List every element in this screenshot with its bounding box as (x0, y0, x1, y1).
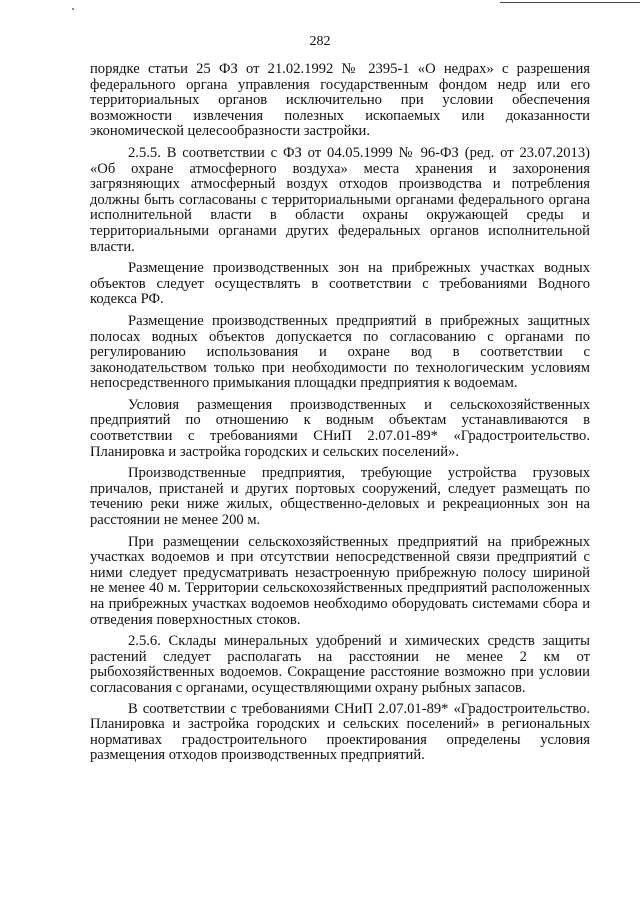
paragraph-snip-waste: В соответствии с требованиями СНиП 2.07.01-89* «Градостроительство. Планировка и застройка городских и сельских поселений» в региональных нормативах градостроительного проектирования определены условия размещения отходов производственных предприятий. (90, 700, 590, 764)
paragraph-2-5-6: 2.5.6. Склады минеральных удобрений и химических средств защиты растений следует располагать на расстоянии не менее 2 км от рыбохозяйственных водоемов. Сокращение расстояние возможно при условии согласования с органами, осуществляющими охрану рыбных запасов. (90, 633, 590, 696)
paragraph-protective-strips: Размещение производственных предприятий в прибрежных защитных полосах водных объектов допускается по согласованию с органами по регулированию использования и охране вод в соответствии с законодательством только при необходимости по технологическим условиям непосредственного примыкания площадки предприятия к водоемам. (90, 312, 590, 392)
scan-edge-line (500, 2, 640, 3)
paragraph-2-5-5: 2.5.5. В соответствии с ФЗ от 04.05.1999 № 96-ФЗ (ред. от 23.07.2013) «Об охране атмосферного воздуха» места хранения и захоронения загрязняющих атмосферный воздух отходов производства и потребления должны быть согласованы с территориальными органами федерального органа исполнительной власти в области охраны окружающей среды и территориальными органами других федеральных органов исполнительной власти. (90, 144, 590, 255)
scan-speck (72, 8, 74, 10)
paragraph-port-facilities: Производственные предприятия, требующие устройства грузовых причалов, пристаней и других портовых сооружений, следует размещать по течению реки ниже жилых, общественно-деловых и рекреационных зон на расстоянии не менее 200 м. (90, 465, 590, 529)
page-number: 282 (309, 34, 331, 49)
paragraph-agricultural-enterprises: При размещении сельскохозяйственных предприятий на прибрежных участках водоемов и при отсутствии непосредственной связи предприятий с ними следует предусматривать незастроенную прибрежную полосу шириной не менее 40 м. Территории сельскохозяйственных предприятий расположенных на прибрежных участках водоемов необходимо оборудовать системами сбора и отведения поверхностных стоков. (90, 533, 590, 628)
paragraph-nedra-continuation: порядке статьи 25 ФЗ от 21.02.1992 № 2395-1 «О недрах» с разрешения федерального органа управления государственным фондом недр или его территориальных органов исключительно при условии обеспечения возможности извлечения полезных ископаемых или доказанности экономической целесообразности застройки. (90, 61, 590, 140)
document-body (90, 62, 590, 770)
paragraph-placement-conditions: Условия размещения производственных и сельскохозяйственных предприятий по отношению к водным объектам устанавливаются в соответствии с требованиями СНиП 2.07.01-89* «Градостроительство. Планировка и застройка городских и сельских поселений». (90, 396, 590, 460)
paragraph-production-zones: Размещение производственных зон на прибрежных участках водных объектов следует осуществлять в соответствии с требованиями Водного кодекса РФ. (90, 260, 590, 308)
